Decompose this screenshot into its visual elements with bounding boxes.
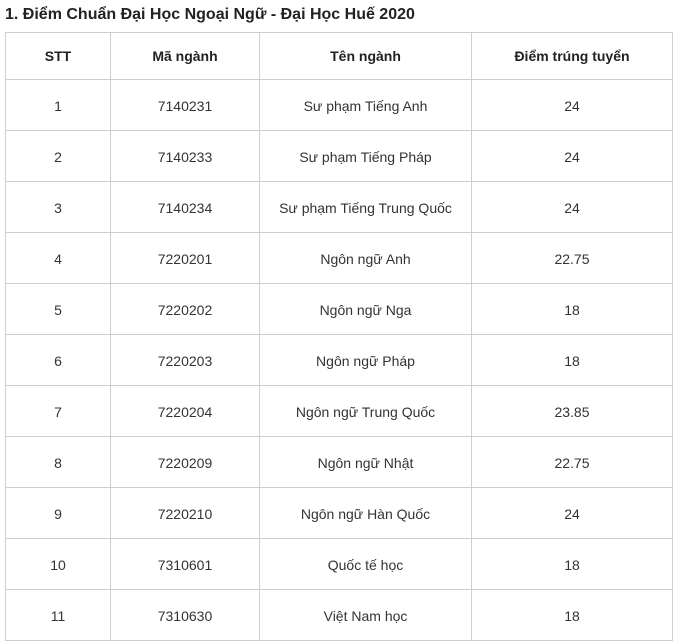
table-header: [6, 33, 673, 80]
header-admission-score: Điểm trúng tuyển: [472, 33, 673, 80]
cell-stt: 1: [6, 80, 111, 131]
header-stt: STT: [6, 33, 111, 80]
cell-major-code: 7140234: [111, 182, 260, 233]
header-major-name: Tên ngành: [260, 33, 472, 80]
cell-admission-score: 24: [472, 80, 673, 131]
cell-stt: 9: [6, 488, 111, 539]
cell-stt: 4: [6, 233, 111, 284]
table-row: [6, 437, 673, 488]
table-row: [6, 80, 673, 131]
cell-major-name: Ngôn ngữ Nga: [260, 284, 472, 335]
cell-admission-score: 24: [472, 182, 673, 233]
cell-major-code: 7220210: [111, 488, 260, 539]
cell-stt: 8: [6, 437, 111, 488]
cell-major-name: Ngôn ngữ Nhật: [260, 437, 472, 488]
page-title: 1. Điểm Chuẩn Đại Học Ngoại Ngữ - Đại Học Huế 2020: [5, 6, 415, 23]
cell-major-code: 7220209: [111, 437, 260, 488]
table-row: [6, 539, 673, 590]
cell-admission-score: 24: [472, 131, 673, 182]
cell-major-code: 7220201: [111, 233, 260, 284]
table-row: [6, 233, 673, 284]
cell-admission-score: 18: [472, 335, 673, 386]
cell-stt: 11: [6, 590, 111, 641]
cell-stt: 3: [6, 182, 111, 233]
cell-admission-score: 23.85: [472, 386, 673, 437]
cell-major-code: 7220204: [111, 386, 260, 437]
cell-major-name: Quốc tế học: [260, 539, 472, 590]
table-row: [6, 284, 673, 335]
cell-admission-score: 24: [472, 488, 673, 539]
cell-stt: 2: [6, 131, 111, 182]
table-body: [6, 80, 673, 641]
cell-major-code: 7140233: [111, 131, 260, 182]
cell-admission-score: 18: [472, 539, 673, 590]
cell-major-name: Sư phạm Tiếng Pháp: [260, 131, 472, 182]
cell-major-code: 7220203: [111, 335, 260, 386]
cell-admission-score: 18: [472, 590, 673, 641]
cell-stt: 10: [6, 539, 111, 590]
cell-major-name: Ngôn ngữ Pháp: [260, 335, 472, 386]
cell-major-name: Sư phạm Tiếng Anh: [260, 80, 472, 131]
cell-major-code: 7140231: [111, 80, 260, 131]
cell-stt: 5: [6, 284, 111, 335]
cell-major-name: Sư phạm Tiếng Trung Quốc: [260, 182, 472, 233]
table-header-row: [6, 33, 673, 80]
cell-major-name: Việt Nam học: [260, 590, 472, 641]
cell-major-name: Ngôn ngữ Hàn Quốc: [260, 488, 472, 539]
cell-admission-score: 22.75: [472, 437, 673, 488]
table-row: [6, 182, 673, 233]
cell-stt: 6: [6, 335, 111, 386]
cell-major-name: Ngôn ngữ Trung Quốc: [260, 386, 472, 437]
cell-major-code: 7310601: [111, 539, 260, 590]
table-row: [6, 488, 673, 539]
cell-stt: 7: [6, 386, 111, 437]
cell-major-code: 7220202: [111, 284, 260, 335]
cell-admission-score: 18: [472, 284, 673, 335]
cell-admission-score: 22.75: [472, 233, 673, 284]
cell-major-code: 7310630: [111, 590, 260, 641]
table-row: [6, 335, 673, 386]
table-row: [6, 590, 673, 641]
cell-major-name: Ngôn ngữ Anh: [260, 233, 472, 284]
admission-scores-table: [5, 32, 673, 641]
header-major-code: Mã ngành: [111, 33, 260, 80]
table-row: [6, 386, 673, 437]
table-row: [6, 131, 673, 182]
